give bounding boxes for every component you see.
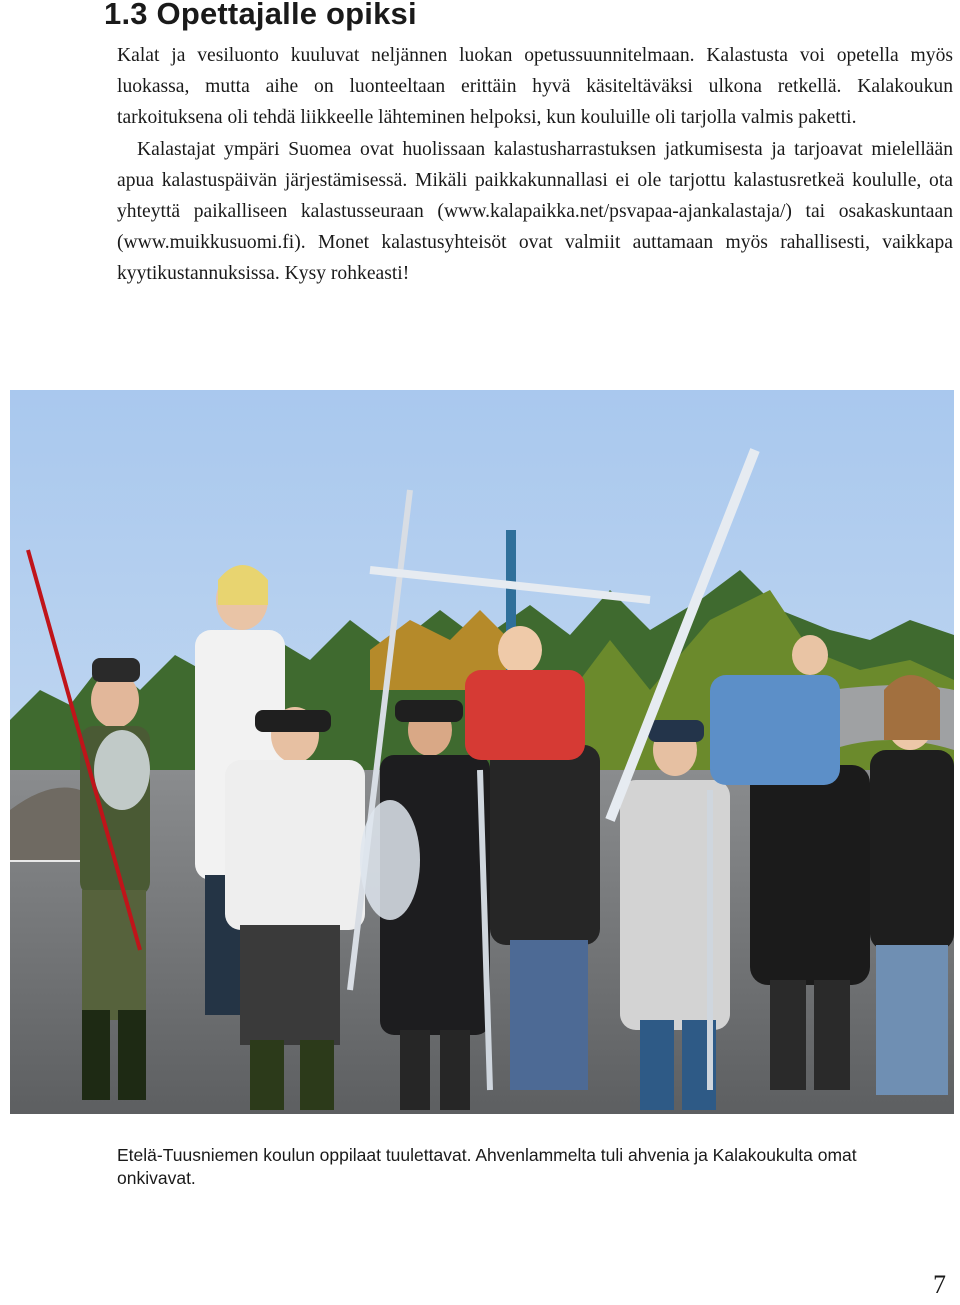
body-text xyxy=(117,40,953,290)
page-number: 7 xyxy=(933,1270,946,1299)
paragraph-2: Kalastajat ympäri Suomea ovat huolissaan kalastusharrastuksen jatkumisesta ja tarjoavat mielellään apua kalastuspäivän järjestämisessä. Mikäli paikkakunnallasi ei ole tarjottu kalastusretkeä koululle, ota yhteyttä paikalliseen kalastusseuraan (www.kalapaikka.net/psvapaa-ajankalastaja/) tai osakaskuntaan (www.muikkusuomi.fi). Monet kalastusyhteisöt ovat valmiit auttamaan myös rahallisesti, vaikkapa kyytikustannuksissa. Kysy rohkeasti! xyxy=(117,138,953,285)
photo-caption: Etelä-Tuusniemen koulun oppilaat tuulettavat. Ahvenlammelta tuli ahvenia ja Kalakoukulta omat onkivavat. xyxy=(117,1145,857,1188)
paragraph-1: Kalat ja vesiluonto kuuluvat neljännen luokan opetussuunnitelmaan. Kalastusta voi opetella myös luokassa, mutta aihe on luonteeltaan erittäin hyvä käsiteltäväksi ulkona retkellä. Kalakoukun tarkoituksena oli tehdä liikkeelle lähteminen helpoksi, kun kouluille oli tarjolla valmis paketti. xyxy=(117,45,953,129)
page-title: 1.3 Opettajalle opiksi xyxy=(104,0,417,31)
group-photo xyxy=(10,390,954,1114)
